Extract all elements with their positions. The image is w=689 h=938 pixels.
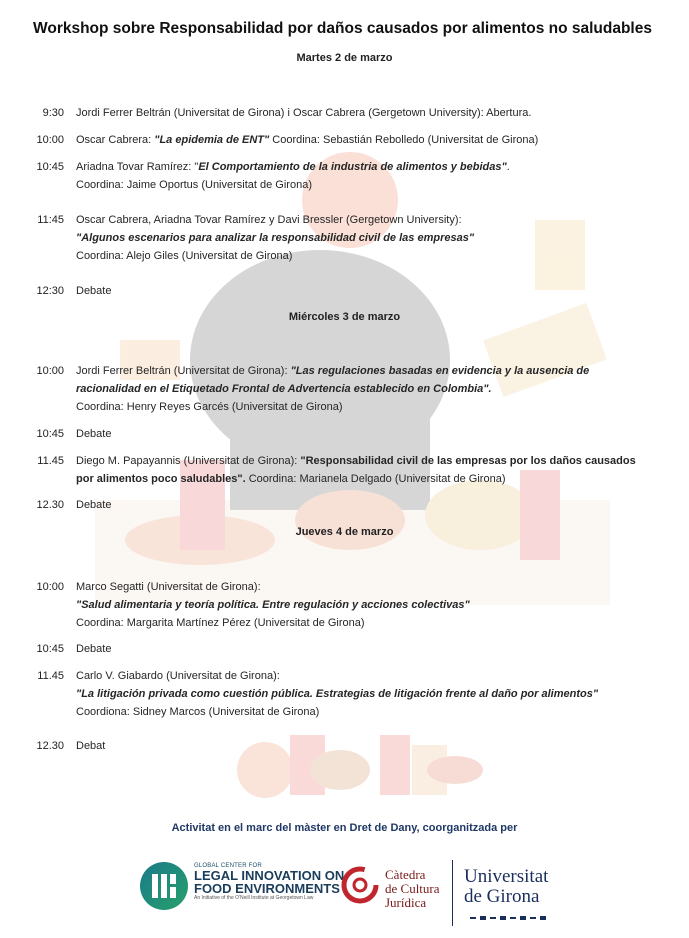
- session-time: 11:45: [37, 214, 64, 226]
- session-text: Oscar Cabrera, Ariadna Tovar Ramírez y Davi Bressler (Gergetown University):: [76, 214, 462, 226]
- session-line: [76, 455, 636, 467]
- session-line: [76, 428, 111, 440]
- session-line: [76, 670, 280, 682]
- session-text: Coordina: Margarita Martínez Pérez (Universitat de Girona): [76, 617, 365, 629]
- session-line: [76, 383, 492, 395]
- session-text: Coordina: Sebastián Rebolledo (Universitat de Girona): [269, 134, 539, 146]
- session-text: Coordiona: Sidney Marcos (Universitat de Girona): [76, 706, 320, 718]
- session-line: [76, 688, 598, 700]
- session-line: [76, 134, 538, 146]
- session-line: [76, 250, 292, 262]
- session-text: Diego M. Papayannis (Universitat de Girona):: [76, 455, 301, 467]
- udg-line1: Universitat: [464, 866, 549, 887]
- udg-logo: [464, 867, 548, 907]
- session-text: Marco Segatti (Universitat de Girona):: [76, 581, 261, 593]
- logo-strip: [0, 855, 689, 935]
- catedra-line3: Jurídica: [385, 895, 427, 910]
- session-text: "Salud alimentaria y teoría política. Entre regulación y acciones colectivas": [76, 599, 470, 611]
- session-text: Debate: [76, 643, 112, 655]
- session-text: Ariadna Tovar Ramírez: ": [76, 161, 199, 173]
- global-center-logo-icon: [140, 862, 188, 910]
- session-line: [76, 161, 510, 173]
- session-text: Debate: [76, 285, 112, 297]
- page-title: Workshop sobre Responsabilidad por daños causados por alimentos no saludables: [33, 20, 652, 37]
- session-time: 12.30: [36, 740, 64, 752]
- session-text: Coordina: Henry Reyes Garcés (Universitat de Girona): [76, 401, 343, 413]
- session-time: 11.45: [37, 455, 64, 467]
- session-line: [76, 599, 470, 611]
- session-text: por alimentos poco saludables".: [76, 473, 246, 485]
- session-line: [76, 285, 111, 297]
- session-text: Debate: [76, 499, 112, 511]
- session-time: 10:45: [36, 161, 64, 173]
- udg-ornament-icon: [470, 913, 546, 923]
- session-text: Coordina: Alejo Giles (Universitat de Girona): [76, 250, 293, 262]
- session-text: .: [506, 161, 510, 173]
- session-time: 10:00: [36, 134, 64, 146]
- session-text: Coordina: Marianela Delgado (Universitat de Girona): [245, 473, 506, 485]
- catedra-logo-icon: [340, 865, 380, 905]
- session-text: racionalidad en el Etiquetado Frontal de Advertencia establecido en Colombia".: [76, 383, 492, 395]
- session-text: Jordi Ferrer Beltrán (Universitat de Girona) i Oscar Cabrera (Gergetown University): Abertura.: [76, 107, 532, 119]
- global-center-line2: FOOD ENVIRONMENTS: [194, 881, 340, 896]
- global-center-tiny: An Initiative of the O'Neill Institute at Georgetown Law: [194, 895, 314, 901]
- session-line: [76, 499, 111, 511]
- catedra-line1: Càtedra: [385, 867, 426, 882]
- session-time: 12:30: [36, 285, 64, 297]
- session-line: [76, 179, 312, 191]
- session-line: [76, 214, 462, 226]
- session-text: "La epidemia de ENT": [154, 134, 270, 146]
- session-time: 11.45: [37, 670, 64, 682]
- day-header: Miércoles 3 de marzo: [288, 311, 401, 323]
- footer-organizer-text: Activitat en el marc del màster en Dret de Dany, coorganitzada per: [171, 822, 518, 834]
- session-time: 10:45: [36, 428, 64, 440]
- session-text: "La litigación privada como cuestión pública. Estrategias de litigación frente al daño por alimentos": [76, 688, 599, 700]
- global-center-small: GLOBAL CENTER FOR: [194, 863, 262, 869]
- session-text: Debat: [76, 740, 106, 752]
- session-text: "Algunos escenarios para analizar la responsabilidad civil de las empresas": [76, 232, 475, 244]
- session-text: Coordina: Jaime Oportus (Universitat de Girona): [76, 179, 312, 191]
- session-time: 12.30: [36, 499, 64, 511]
- catedra-line2: de Cultura: [385, 881, 440, 896]
- session-text: "Las regulaciones basadas en evidencia y la ausencia de: [290, 365, 590, 377]
- global-center-logo: [194, 863, 344, 901]
- session-line: [76, 617, 365, 629]
- session-text: Debate: [76, 428, 112, 440]
- udg-line2: de Girona: [464, 886, 540, 907]
- session-text: Oscar Cabrera:: [76, 134, 155, 146]
- logo-divider: [452, 860, 453, 926]
- session-line: [76, 232, 474, 244]
- session-time: 9:30: [42, 107, 64, 119]
- catedra-logo: [385, 868, 440, 910]
- session-time: 10:00: [36, 365, 64, 377]
- session-text: Jordi Ferrer Beltrán (Universitat de Girona):: [76, 365, 291, 377]
- session-line: [76, 401, 343, 413]
- session-line: [76, 581, 261, 593]
- session-line: [76, 706, 319, 718]
- session-line: [76, 473, 506, 485]
- global-center-line1: LEGAL INNOVATION ON: [194, 868, 345, 883]
- session-line: [76, 365, 589, 377]
- day-header: Martes 2 de marzo: [296, 52, 393, 64]
- session-text: "Responsabilidad civil de las empresas por los daños causados: [300, 455, 636, 467]
- session-text: El Comportamiento de la industria de alimentos y bebidas": [198, 161, 507, 173]
- day-header: Jueves 4 de marzo: [295, 526, 394, 538]
- session-time: 10:45: [36, 643, 64, 655]
- session-line: [76, 107, 531, 119]
- session-line: [76, 643, 111, 655]
- session-time: 10:00: [36, 581, 64, 593]
- session-text: Carlo V. Giabardo (Universitat de Girona):: [76, 670, 280, 682]
- session-line: [76, 740, 105, 752]
